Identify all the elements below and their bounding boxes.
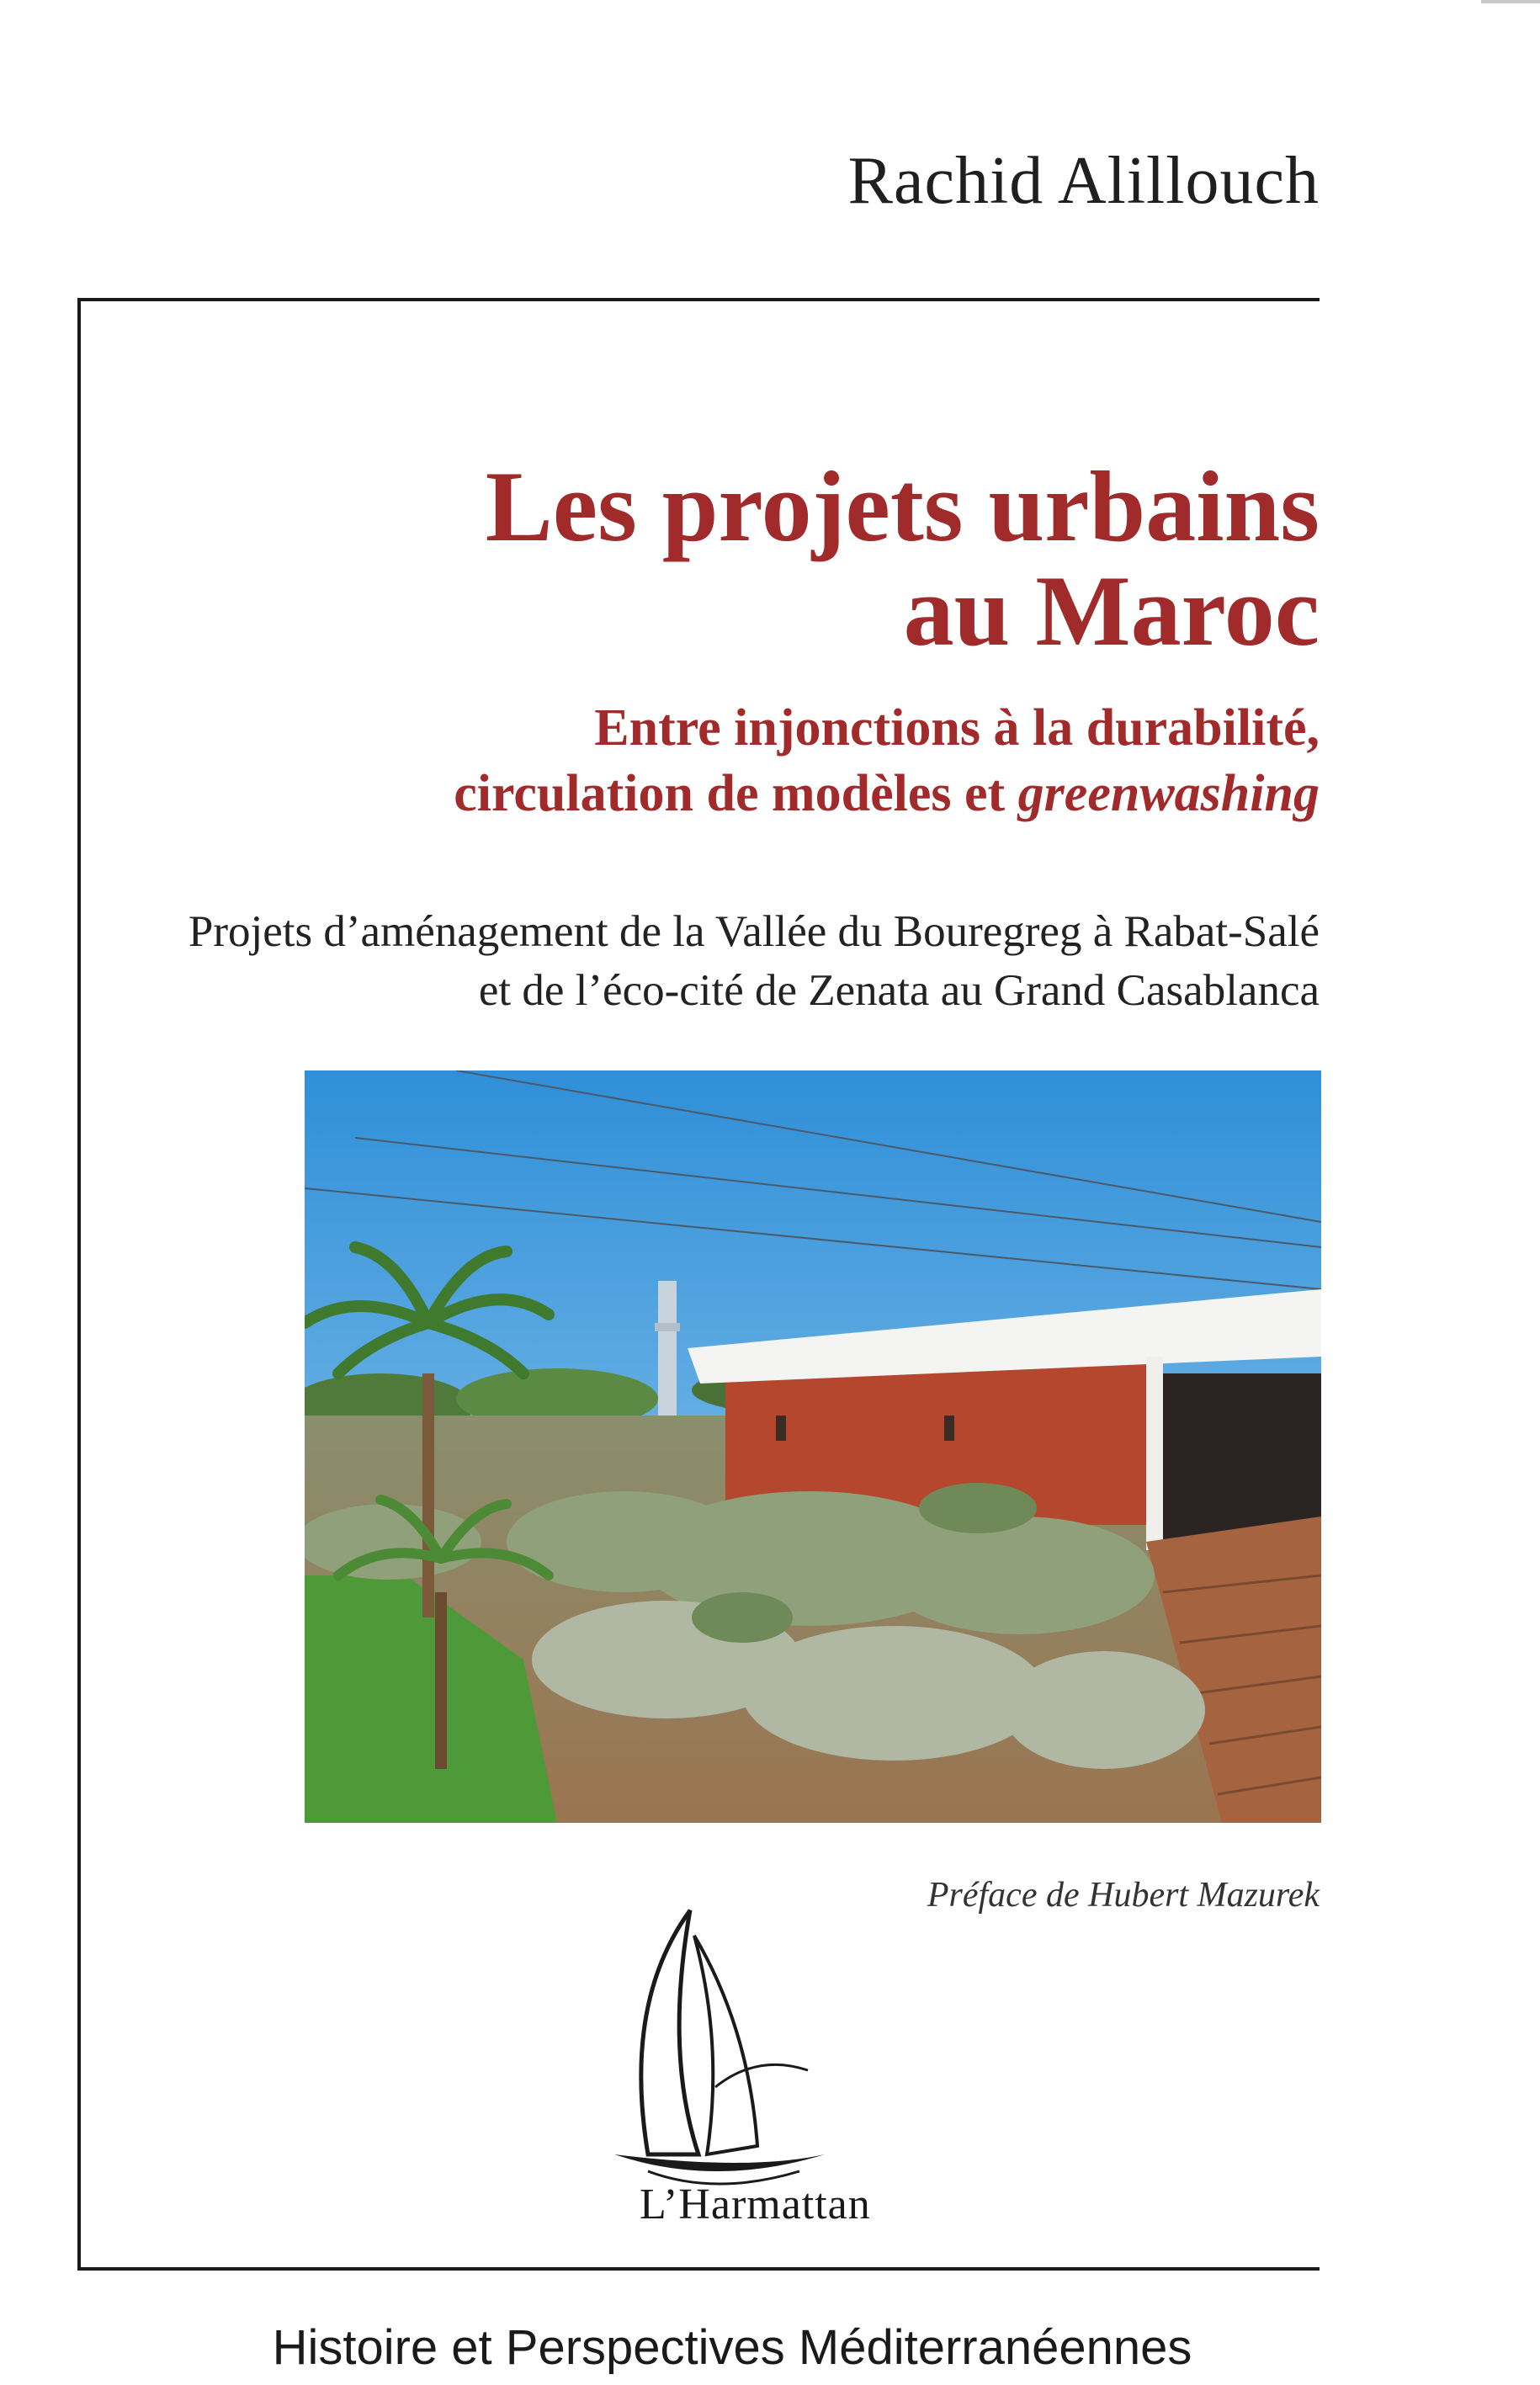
author-name: Rachid Alillouch xyxy=(847,144,1320,218)
title-line-2: au Maroc xyxy=(903,555,1320,667)
cover-photo xyxy=(305,1070,1321,1823)
book-description xyxy=(99,902,1320,1020)
corner-mark xyxy=(1481,0,1540,3)
description-line-1: Projets d’aménagement de la Vallée du Bouregreg à Rabat-Salé xyxy=(188,907,1320,956)
subtitle-line-1: Entre injonctions à la durabilité, xyxy=(594,699,1320,757)
preface-credit: Préface de Hubert Mazurek xyxy=(927,1876,1320,1915)
frame-left-rule xyxy=(77,298,81,2269)
book-subtitle xyxy=(226,695,1320,826)
frame-top-rule xyxy=(77,298,1320,301)
series-name: Histoire et Perspectives Méditerranéennes xyxy=(272,2320,1192,2375)
book-title xyxy=(226,450,1320,667)
frame-bottom-rule xyxy=(77,2267,1320,2271)
title-line-1: Les projets urbains xyxy=(485,450,1320,562)
subtitle-line-2 xyxy=(226,761,1320,826)
description-line-2: et de l’éco-cité de Zenata au Grand Casablanca xyxy=(478,966,1320,1015)
subtitle-line-2-text: circulation de modèles et xyxy=(454,765,1018,822)
publisher-name: L’Harmattan xyxy=(640,2180,871,2228)
subtitle-italic-term: greenwashing xyxy=(1017,765,1320,822)
